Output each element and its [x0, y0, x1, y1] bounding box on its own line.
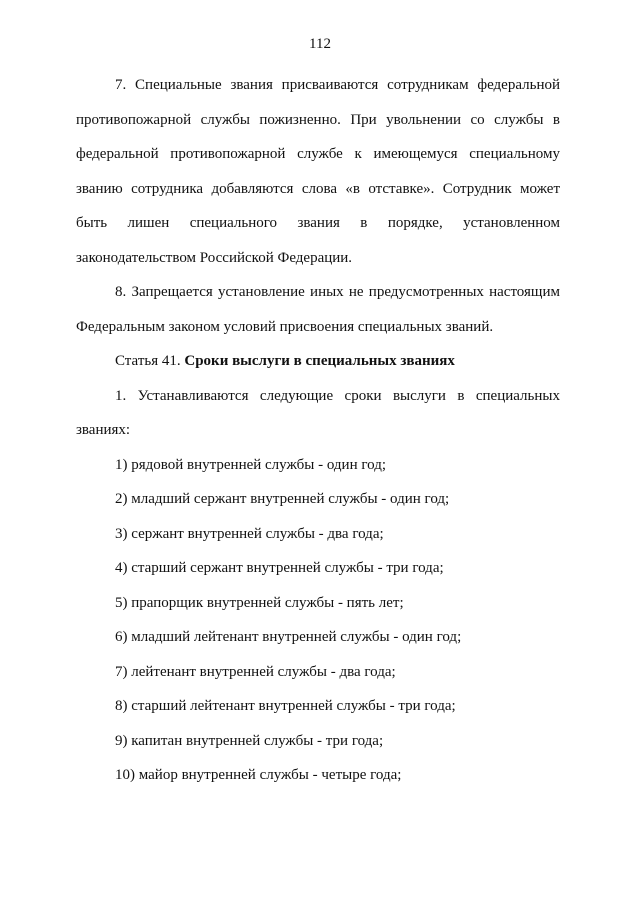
- list-item: 6) младший лейтенант внутренней службы - один год;: [115, 629, 462, 645]
- paragraph-8: [76, 275, 560, 344]
- paragraph-line: законодательством Российской Федерации.: [76, 249, 353, 266]
- list-item: 2) младший сержант внутренней службы - один год;: [115, 491, 450, 507]
- list-item: 4) старший сержант внутренней службы - три года;: [115, 560, 444, 576]
- list-item: 10) майор внутренней службы - четыре года;: [115, 767, 402, 783]
- article-number: Статья 41.: [115, 353, 181, 369]
- document-body: [76, 68, 560, 793]
- article-title: Сроки выслуги в специальных званиях: [184, 353, 455, 369]
- page-number: 112: [309, 36, 331, 52]
- paragraph-line: федеральной противопожарной службе к имеющемуся специальному: [76, 146, 560, 162]
- paragraph-line: 7. Специальные звания присваиваются сотрудникам федеральной: [115, 77, 560, 93]
- paragraph-line: званиях:: [76, 422, 131, 438]
- paragraph-line: 1. Устанавливаются следующие сроки выслуги в специальных: [115, 387, 560, 404]
- list-item: 8) старший лейтенант внутренней службы - три года;: [115, 698, 456, 714]
- list-item: 9) капитан внутренней службы - три года;: [115, 732, 384, 749]
- paragraph-line: 8. Запрещается установление иных не предусмотренных настоящим: [115, 284, 560, 300]
- rank-term-list: [76, 448, 560, 793]
- list-item: 5) прапорщик внутренней службы - пять лет;: [115, 594, 404, 611]
- list-item: 1) рядовой внутренней службы - один год;: [115, 456, 386, 473]
- paragraph-line: званию сотрудника добавляются слова «в отставке». Сотрудник может: [76, 180, 560, 197]
- list-item: 7) лейтенант внутренней службы - два года;: [115, 663, 396, 680]
- paragraph-line: быть лишен специального звания в порядке, установленном: [76, 215, 560, 231]
- paragraph-line: Федеральным законом условий присвоения специальных званий.: [76, 318, 494, 335]
- article-heading: [76, 344, 560, 379]
- paragraph-1: [76, 379, 560, 448]
- paragraph-line: противопожарной службы пожизненно. При увольнении со службы в: [76, 111, 560, 128]
- list-item: 3) сержант внутренней службы - два года;: [115, 525, 384, 542]
- paragraph-7: [76, 68, 560, 275]
